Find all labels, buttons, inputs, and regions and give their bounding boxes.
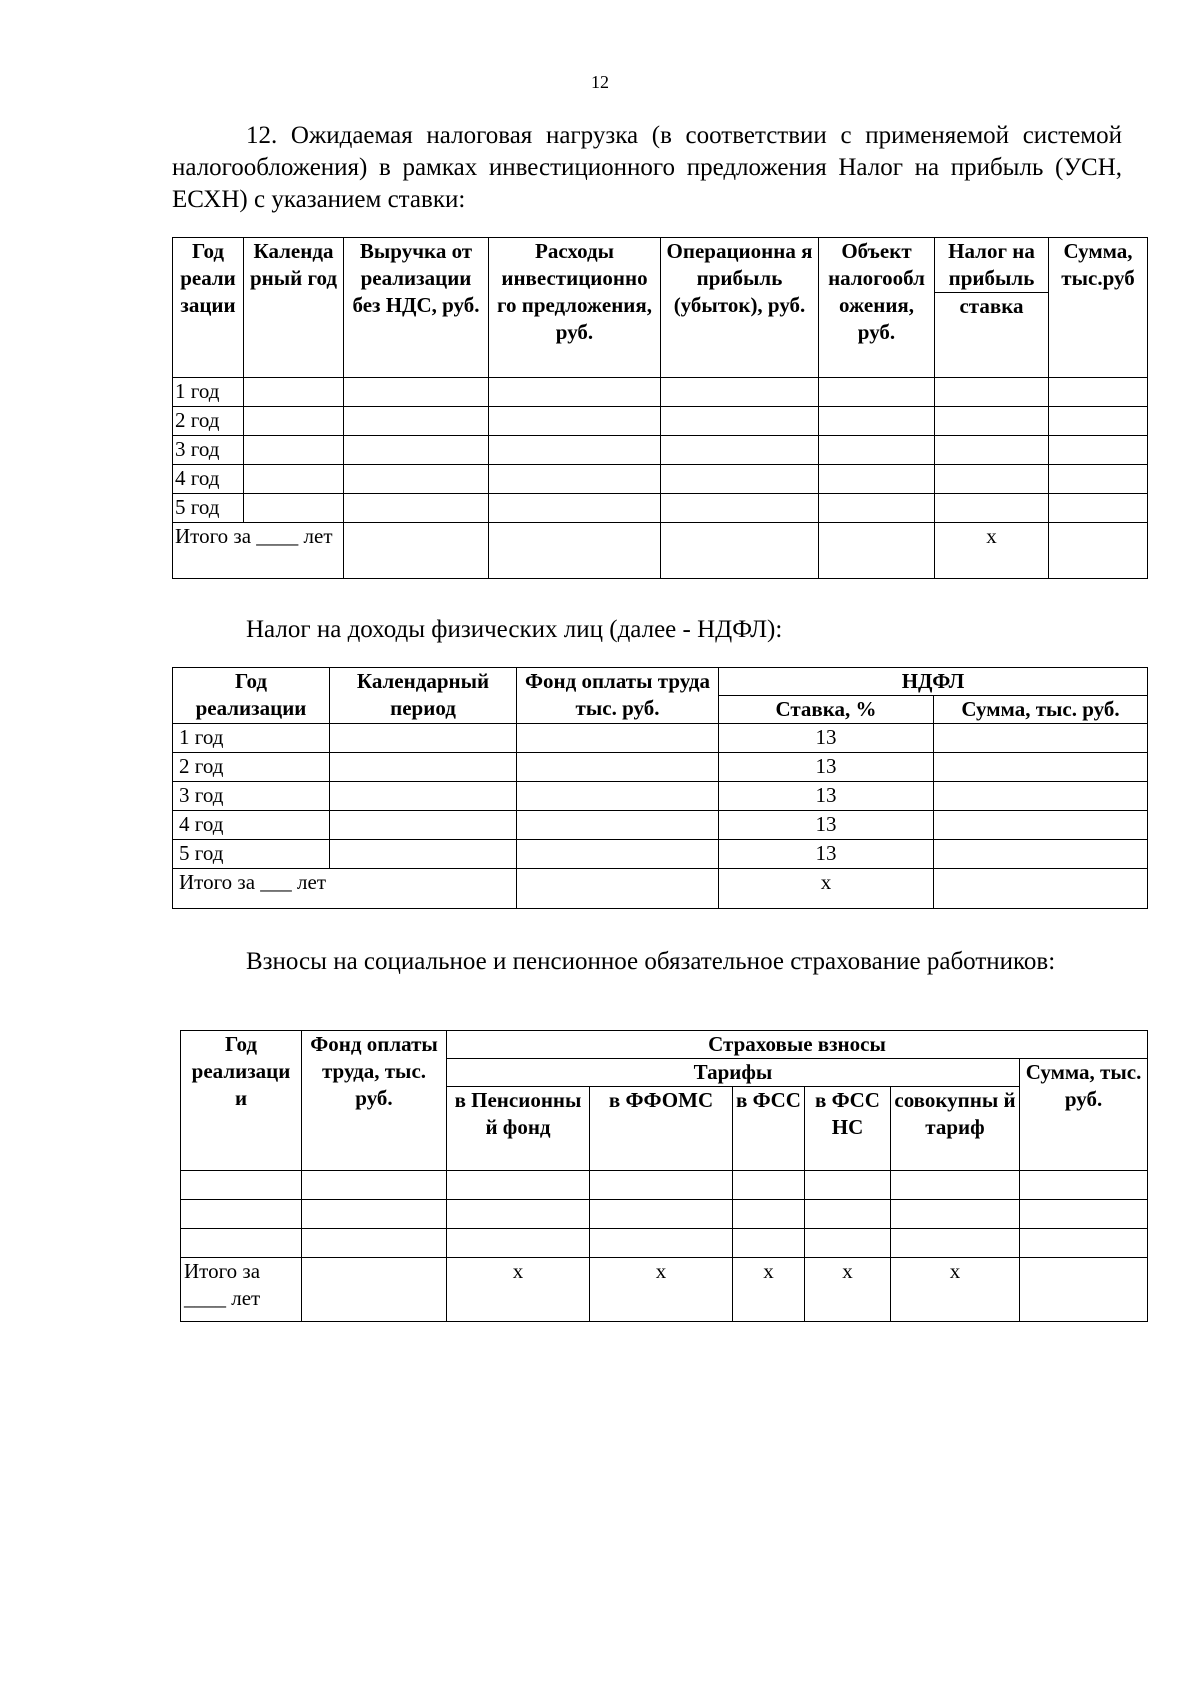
header-fss-ns: в ФСС НС	[805, 1087, 891, 1171]
profit-tax-table	[172, 237, 1148, 579]
header-calendar-period: Календарный период	[330, 668, 517, 724]
total-row	[173, 869, 1148, 909]
total-row	[181, 1258, 1148, 1322]
total-mark-fss-ns: х	[805, 1258, 891, 1322]
row-year: 3 год	[173, 782, 330, 811]
row-year: 3 год	[173, 436, 244, 465]
header-ndfl: НДФЛ	[719, 668, 1148, 696]
ndfl-heading: Налог на доходы физических лиц (далее - НДФЛ):	[246, 616, 783, 643]
section-12-text: 12. Ожидаемая налоговая нагрузка (в соответствии с применяемой системой налогообложения) в рамках инвестиционного предложения Налог на прибыль (УСН, ЕСХН) с указанием ставки:	[172, 122, 1122, 213]
total-row	[173, 523, 1148, 579]
header-total-tariff: совокупны й тариф	[891, 1087, 1020, 1171]
header-year: Год реали зации	[173, 238, 244, 378]
table-row	[173, 753, 1148, 782]
table-row	[173, 378, 1148, 407]
total-label: Итого за ____ лет	[181, 1258, 302, 1322]
insurance-heading-paragraph	[172, 946, 1072, 978]
row-year: 5 год	[173, 494, 244, 523]
header-year: Год реализаци и	[181, 1031, 302, 1171]
row-year: 4 год	[173, 811, 330, 840]
total-mark-pension: х	[447, 1258, 590, 1322]
header-rate: ставка	[935, 293, 1049, 378]
insurance-table	[180, 1030, 1148, 1322]
row-year: 5 год	[173, 840, 330, 869]
table-row	[173, 407, 1148, 436]
table-row	[173, 782, 1148, 811]
total-label: Итого за ____ лет	[173, 523, 344, 579]
total-mark-fss: х	[733, 1258, 805, 1322]
total-mark-ffoms: х	[590, 1258, 733, 1322]
table-row	[181, 1200, 1148, 1229]
header-insurance-contributions: Страховые взносы	[447, 1031, 1148, 1059]
row-rate: 13	[719, 782, 934, 811]
ndfl-heading-paragraph	[172, 614, 1122, 646]
table-row	[173, 840, 1148, 869]
row-year: 1 год	[173, 724, 330, 753]
header-fss: в ФСС	[733, 1087, 805, 1171]
header-tariffs: Тарифы	[447, 1059, 1020, 1087]
header-payroll-fund: Фонд оплаты труда, тыс. руб.	[302, 1031, 447, 1171]
total-label: Итого за ___ лет	[173, 869, 517, 909]
header-expenses: Расходы инвестиционно го предложения, руб.	[489, 238, 661, 378]
header-payroll-fund: Фонд оплаты труда тыс. руб.	[517, 668, 719, 724]
table-row	[173, 724, 1148, 753]
page-number: 12	[591, 72, 609, 92]
header-pension-fund: в Пенсионны й фонд	[447, 1087, 590, 1171]
section-12-paragraph	[172, 120, 1122, 216]
row-year: 4 год	[173, 465, 244, 494]
header-sum: Сумма, тыс. руб.	[934, 696, 1148, 724]
row-rate: 13	[719, 753, 934, 782]
row-year: 2 год	[173, 753, 330, 782]
header-operating-profit: Операционна я прибыль (убыток), руб.	[661, 238, 819, 378]
row-year: 2 год	[173, 407, 244, 436]
row-year: 1 год	[173, 378, 244, 407]
header-year: Год реализации	[173, 668, 330, 724]
ndfl-table	[172, 667, 1148, 909]
table-row	[173, 436, 1148, 465]
header-rate: Ставка, %	[719, 696, 934, 724]
table-row	[173, 465, 1148, 494]
header-calendar-year: Календа рный год	[244, 238, 344, 378]
header-sum: Сумма, тыс. руб.	[1020, 1059, 1148, 1171]
table-row	[181, 1229, 1148, 1258]
table-row	[173, 811, 1148, 840]
header-profit-tax: Налог на прибыль	[935, 238, 1049, 293]
insurance-heading: Взносы на социальное и пенсионное обязательное страхование работников:	[246, 948, 1056, 975]
row-rate: 13	[719, 724, 934, 753]
total-rate-mark: х	[935, 523, 1049, 579]
row-rate: 13	[719, 811, 934, 840]
table-row	[181, 1171, 1148, 1200]
total-rate-mark: х	[719, 869, 934, 909]
table-row	[173, 494, 1148, 523]
row-rate: 13	[719, 840, 934, 869]
header-taxable-object: Объект налогообл ожения, руб.	[819, 238, 935, 378]
header-revenue: Выручка от реализации без НДС, руб.	[344, 238, 489, 378]
total-mark-total-tariff: х	[891, 1258, 1020, 1322]
header-ffoms: в ФФОМС	[590, 1087, 733, 1171]
header-sum: Сумма, тыс.руб	[1049, 238, 1148, 378]
